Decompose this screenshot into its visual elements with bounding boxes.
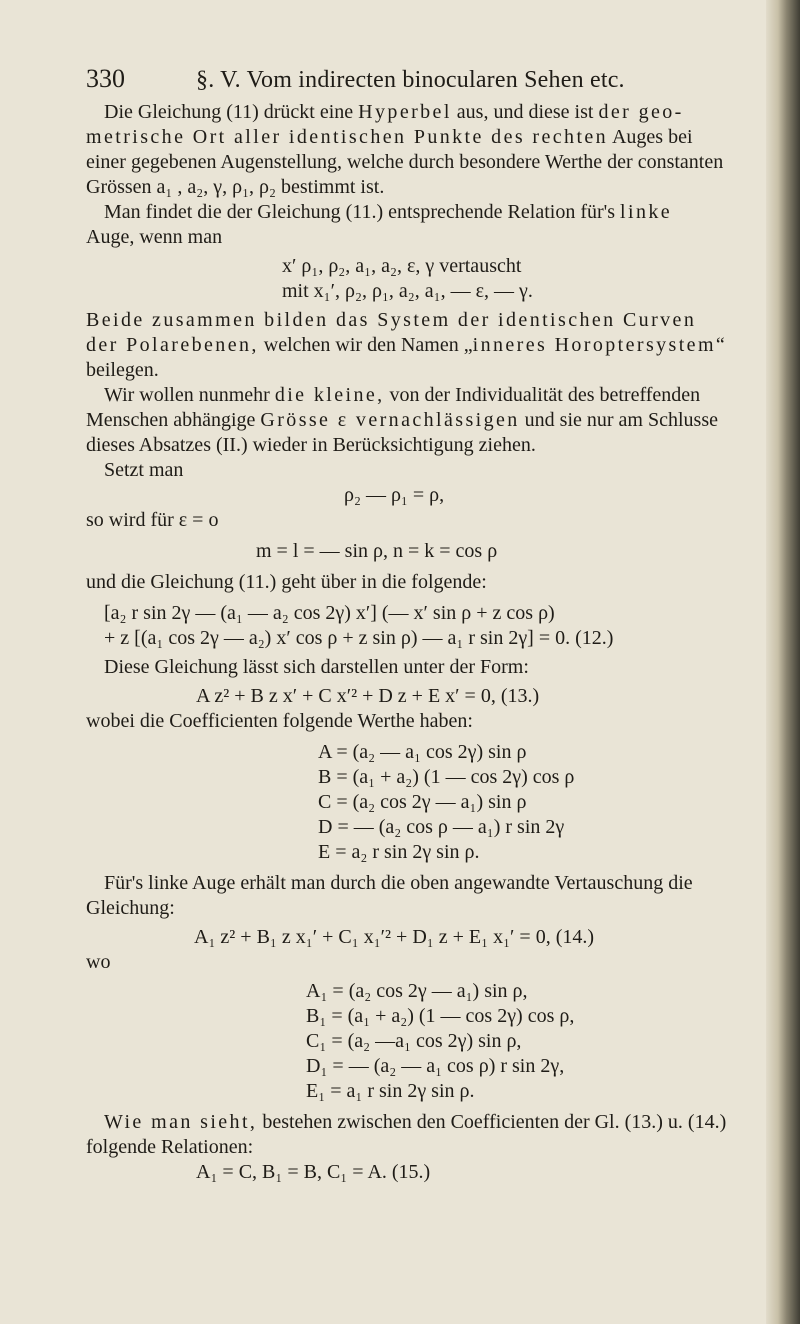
- page-number: 330: [86, 64, 125, 93]
- swap-line-1: x′ ρ₁, ρ₂, a₁, a₂, ε, γ vertauscht: [282, 255, 522, 277]
- text-wo: wo: [86, 951, 111, 973]
- equation-15: A₁ = C, B₁ = B, C₁ = A. (15.): [196, 1161, 431, 1183]
- paragraph-vernachlaessigen: Wir wollen nunmehr die kleine, von der Individualität des betreffenden Menschen abhängige Grösse ε vernachlässigen und sie nur am Schlusse dieses Absatzes (II.) wieder in Berücksichtigung ziehen. Setzt man: [86, 384, 718, 481]
- paragraph-hyperbel: Die Gleichung (11) drückt eine Hyperbel aus, und diese ist der geo- metrische Ort aller identischen Punkte des rechten Auges bei einer gegebenen Augenstellung, welche durch besondere Werthe der constanten Grössen a₁ , a₂, γ, ρ₁, ρ₂ bestimmt ist.: [86, 101, 724, 198]
- equation-m-n: m = l = — sin ρ, n = k = cos ρ: [256, 540, 498, 562]
- coefficient-b1: B₁ = (a₁ + a₂) (1 — cos 2γ) cos ρ,: [306, 1005, 575, 1027]
- text-so-wird: so wird für ε = o: [86, 509, 219, 531]
- page-header: [86, 66, 766, 100]
- paragraph-linke-auge: Man findet die der Gleichung (11.) entsprechende Relation für's linke Auge, wenn man: [86, 201, 673, 248]
- coefficient-b: B = (a₁ + a₂) (1 — cos 2γ) cos ρ: [318, 766, 575, 788]
- equation-12-line-1: [a₂ r sin 2γ — (a₁ — a₂ cos 2γ) x′] (— x′ sin ρ + z cos ρ): [104, 602, 555, 624]
- paragraph-linke-auge-gleichung: Für's linke Auge erhält man durch die oben angewandte Vertauschung die Gleichung:: [86, 872, 693, 919]
- equation-12-line-2: + z [(a₁ cos 2γ — a₂) x′ cos ρ + z sin ρ) — a₁ r sin 2γ] = 0. (12.): [104, 627, 614, 649]
- coefficient-a: A = (a₂ — a₁ cos 2γ) sin ρ: [318, 741, 527, 763]
- equation-14: A₁ z² + B₁ z x₁′ + C₁ x₁′² + D₁ z + E₁ x₁′ = 0, (14.): [194, 926, 595, 948]
- coefficients-14: [86, 979, 766, 1104]
- running-title: §. V. Vom indirecten binocularen Sehen etc.: [196, 67, 625, 93]
- book-page: [86, 66, 766, 1185]
- coefficients-13: [86, 740, 766, 865]
- coefficient-d: D = — (a₂ cos ρ — a₁) r sin 2γ: [318, 816, 565, 838]
- coefficient-d1: D₁ = — (a₂ — a₁ cos ρ) r sin 2γ,: [306, 1055, 565, 1077]
- coefficient-c1: C₁ = (a₂ —a₁ cos 2γ) sin ρ,: [306, 1030, 522, 1052]
- coefficient-e1: E₁ = a₁ r sin 2γ sin ρ.: [306, 1080, 475, 1102]
- paragraph-relationen: Wie man sieht, bestehen zwischen den Coefficienten der Gl. (13.) u. (14.) folgende Relationen:: [86, 1111, 727, 1158]
- coefficient-e: E = a₂ r sin 2γ sin ρ.: [318, 841, 480, 863]
- text-wobei: wobei die Coefficienten folgende Werthe haben:: [86, 710, 473, 732]
- page-edge-shadow: [766, 0, 800, 1324]
- swap-line-2: mit x₁′, ρ₂, ρ₁, a₂, a₁, — ε, — γ.: [282, 280, 533, 302]
- coefficient-c: C = (a₂ cos 2γ — a₁) sin ρ: [318, 791, 527, 813]
- equation-13: A z² + B z x′ + C x′² + D z + E x′ = 0, (13.): [196, 685, 540, 707]
- text-und-die-gleichung: und die Gleichung (11.) geht über in die folgende:: [86, 571, 487, 593]
- coefficient-a1: A₁ = (a₂ cos 2γ — a₁) sin ρ,: [306, 980, 528, 1002]
- paragraph-horoptersystem: Beide zusammen bilden das System der identischen Curven der Polarebenen, welchen wir den Namen „inneres Horoptersystem“ beilegen.: [86, 309, 725, 381]
- equation-rho: ρ₂ — ρ₁ = ρ,: [344, 484, 445, 506]
- text-diese-gleichung: Diese Gleichung lässt sich darstellen unter der Form:: [104, 656, 529, 678]
